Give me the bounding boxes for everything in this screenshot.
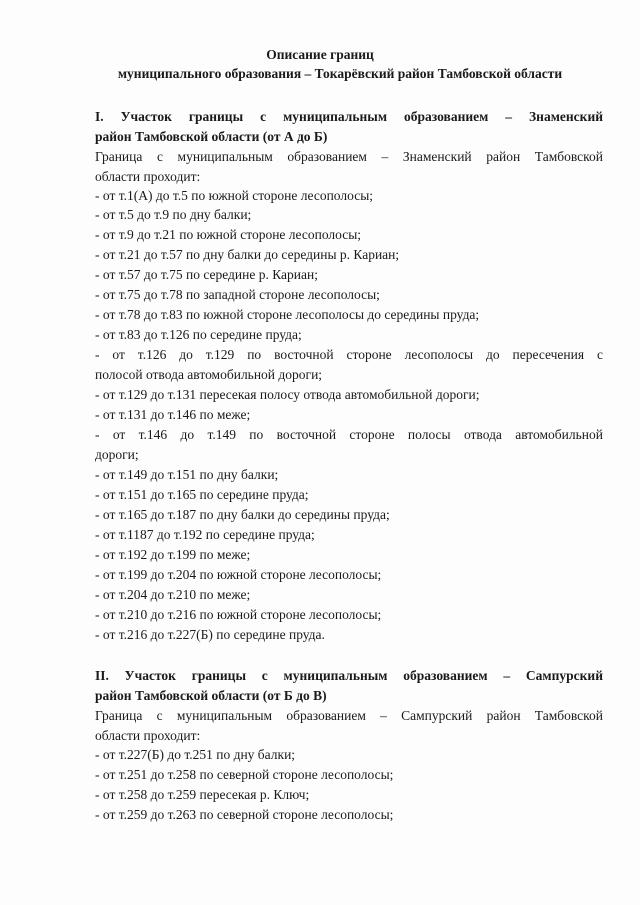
section2-item: - от т.251 до т.258 по северной стороне лесополосы; [95,767,394,782]
section1-item: - от т.5 до т.9 по дну балки; [95,207,252,222]
section1-item: - от т.78 до т.83 по южной стороне лесополосы до середины пруда; [95,307,480,322]
section2-heading: II. Участок границы с муниципальным образованием – Сампурский [95,668,603,683]
section1-item: - от т.149 до т.151 по дну балки; [95,467,279,482]
section1-item-cont: дороги; [95,447,139,462]
document-title: Описание границ [266,47,374,62]
section1-item: - от т.129 до т.131 пересекая полосу отвода автомобильной дороги; [95,387,480,402]
section1-item: - от т.216 до т.227(Б) по середине пруда. [95,627,325,642]
section2-heading-cont: район Тамбовской области (от Б до В) [95,688,327,703]
section1-item: - от т.199 до т.204 по южной стороне лесополосы; [95,567,382,582]
section2-item: - от т.227(Б) до т.251 по дну балки; [95,747,296,762]
section1-item: - от т.192 до т.199 по меже; [95,547,251,562]
section1-item: - от т.21 до т.57 по дну балки до середины р. Кариан; [95,247,400,262]
section2-intro-cont: области проходит: [95,728,201,743]
section1-item: - от т.126 до т.129 по восточной стороне лесополосы до пересечения с [95,347,603,362]
section1-item: - от т.57 до т.75 по середине р. Кариан; [95,267,318,282]
section1-item: - от т.131 до т.146 по меже; [95,407,251,422]
section1-item: - от т.9 до т.21 по южной стороне лесополосы; [95,227,362,242]
section1-item: - от т.204 до т.210 по меже; [95,587,251,602]
section1-item: - от т.146 до т.149 по восточной стороне полосы отвода автомобильной [95,427,603,442]
section1-item-cont: полосой отвода автомобильной дороги; [95,367,323,382]
section2-intro: Граница с муниципальным образованием – Сампурский район Тамбовской [95,708,603,723]
section2-item: - от т.258 до т.259 пересекая р. Ключ; [95,787,310,802]
section2-item: - от т.259 до т.263 по северной стороне лесополосы; [95,807,394,822]
document-subtitle: муниципального образования – Токарёвский район Тамбовской области [117,66,563,81]
section1-intro-cont: области проходит: [95,169,201,184]
section1-item: - от т.83 до т.126 по середине пруда; [95,327,302,342]
section1-item: - от т.210 до т.216 по южной стороне лесополосы; [95,607,382,622]
section1-item: - от т.151 до т.165 по середине пруда; [95,487,309,502]
section1-heading: I. Участок границы с муниципальным образованием – Знаменский [95,109,603,124]
section1-item: - от т.1(А) до т.5 по южной стороне лесополосы; [95,188,374,203]
section1-item: - от т.1187 до т.192 по середине пруда; [95,527,315,542]
section1-item: - от т.165 до т.187 по дну балки до середины пруда; [95,507,390,522]
section1-intro: Граница с муниципальным образованием – Знаменский район Тамбовской [95,149,603,164]
section1-item: - от т.75 до т.78 по западной стороне лесополосы; [95,287,380,302]
section1-heading-cont: район Тамбовской области (от А до Б) [95,129,328,144]
